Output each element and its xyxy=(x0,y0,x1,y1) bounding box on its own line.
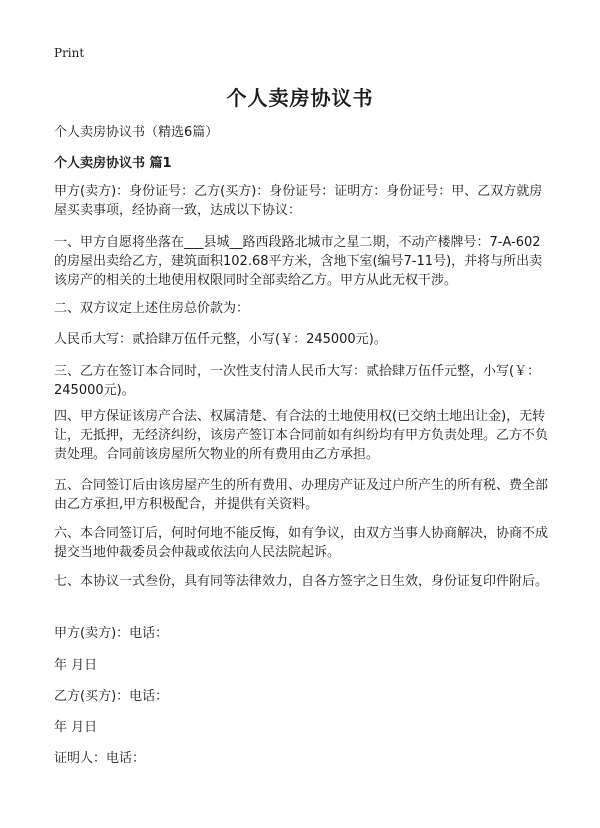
paragraph-clause-6: 六、本合同签订后，何时何地不能反悔，如有争议，由双方当事人协商解决，协商不成提交当地仲裁委员会仲裁或依法向人民法院起诉。 xyxy=(54,526,549,560)
print-link[interactable]: Print xyxy=(54,46,85,60)
document-title: 个人卖房协议书 xyxy=(226,86,374,110)
signature-seller: 甲方(卖方)：电话： xyxy=(54,626,169,641)
paragraph-clause-4: 四、甲方保证该房产合法、权属清楚、有合法的土地使用权(已交纳土地出让金)，无转让，无抵押，无经济纠纷，该房产签订本合同前如有纠纷均有甲方负责处理。乙方不负责处理。合同前该房屋所欠物业的所有费用由乙方承担。 xyxy=(54,409,549,462)
section-heading: 个人卖房协议书 篇1 xyxy=(54,156,172,171)
paragraph-clause-5: 五、合同签订后由该房屋产生的所有费用、办理房产证及过户所产生的所有税、费全部由乙方承担,甲方积极配合，并提供有关资料。 xyxy=(54,478,549,512)
paragraph-parties: 甲方(卖方)：身份证号：乙方(买方)：身份证号：证明方：身份证号：甲、乙双方就房屋买卖事项，经协商一致，达成以下协议： xyxy=(54,184,543,218)
paragraph-clause-2: 二、双方议定上述住房总价款为： xyxy=(54,301,250,316)
date-seller: 年 月日 xyxy=(54,658,98,673)
document-subtitle: 个人卖房协议书（精选6篇） xyxy=(54,125,219,140)
signature-buyer: 乙方(买方)：电话： xyxy=(54,689,169,704)
signature-witness: 证明人：电话： xyxy=(54,751,146,766)
paragraph-clause-1: 一、甲方自愿将坐落在___县城__路西段路北城市之星二期，不动产楼牌号：7-A-602的房屋出卖给乙方，建筑面积102.68平方米，含地下室(编号7-11号)，并将与所出卖该房产的相关的土地使用权限同时全部卖给乙方。甲方从此无权干涉。 xyxy=(54,235,543,288)
paragraph-price: 人民币大写：贰拾肆万伍仟元整，小写(￥：245000元)。 xyxy=(54,332,387,347)
date-buyer: 年 月日 xyxy=(54,720,98,735)
paragraph-clause-7: 七、本协议一式叁份，具有同等法律效力，自各方签字之日生效，身份证复印件附后。 xyxy=(54,574,549,589)
paragraph-clause-3: 三、乙方在签订本合同时，一次性支付清人民币大写：贰拾肆万伍仟元整，小写(￥：245000元)。 xyxy=(54,364,541,398)
